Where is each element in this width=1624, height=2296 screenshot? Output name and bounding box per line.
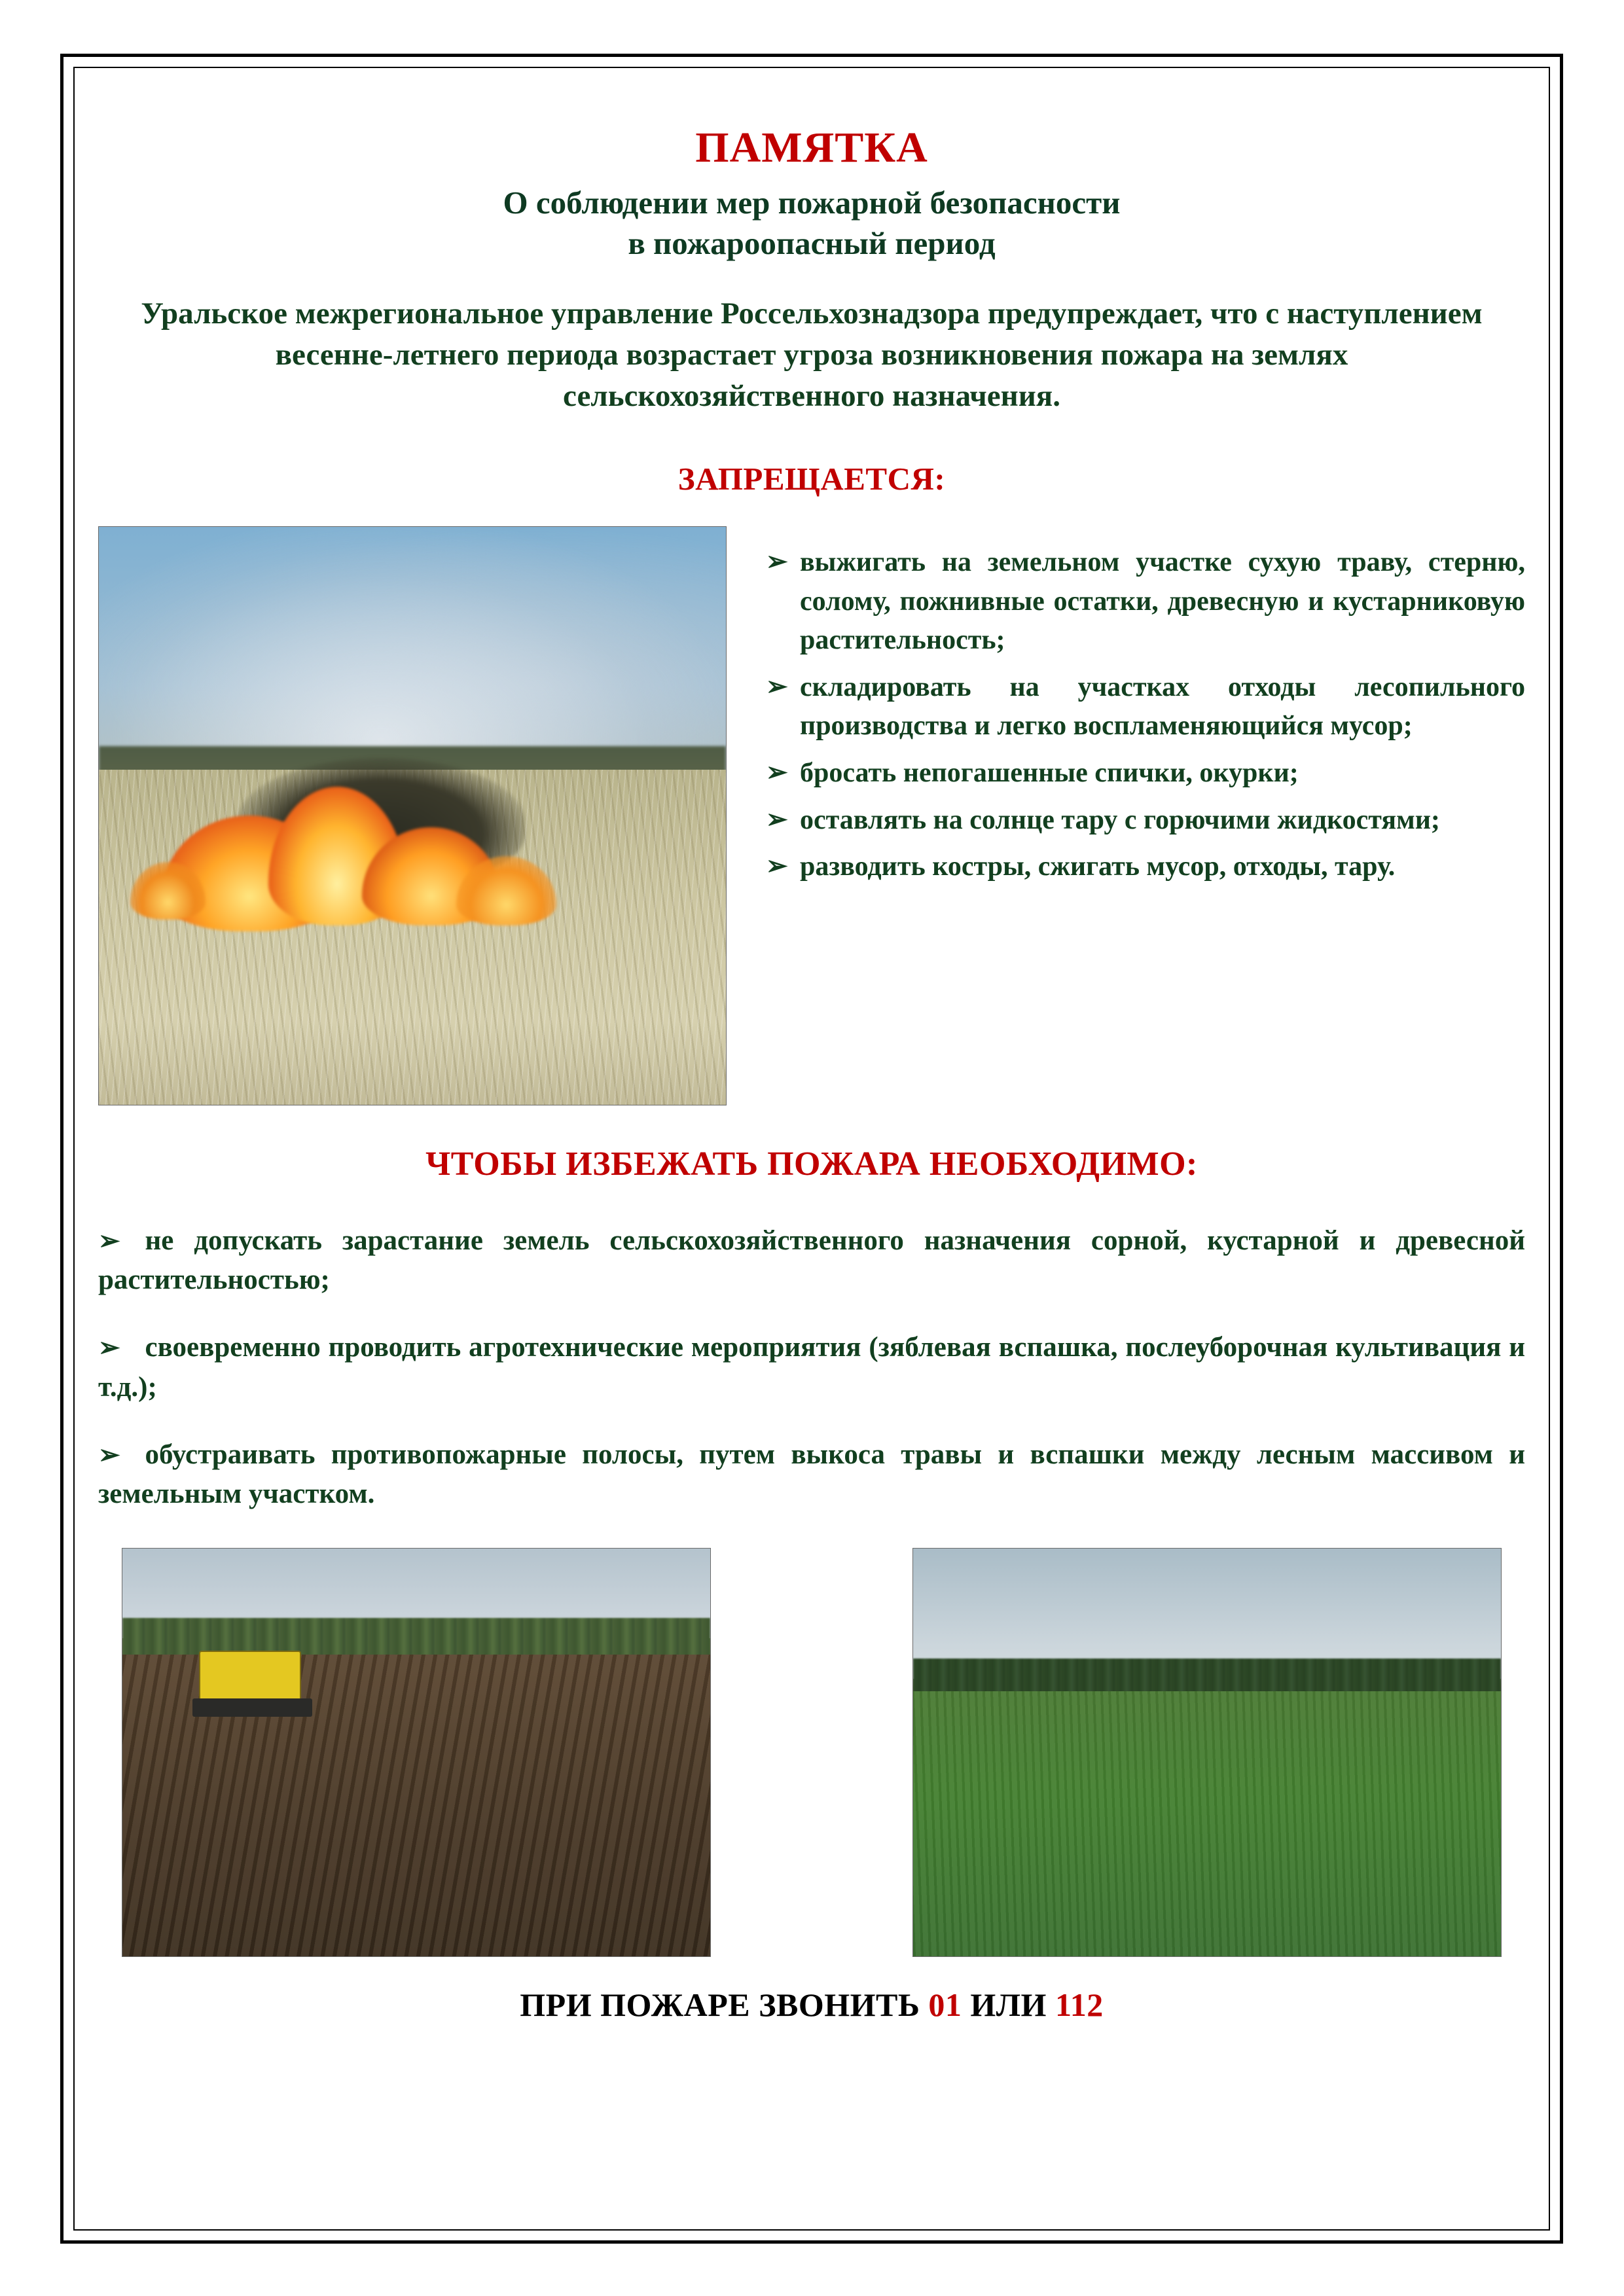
list-item <box>98 1221 1525 1300</box>
arrow-bullet-icon: ➢ <box>766 671 788 701</box>
list-item <box>766 668 1525 746</box>
tractor-icon <box>199 1651 302 1706</box>
arrow-bullet-icon: ➢ <box>766 757 788 787</box>
intro-paragraph: Уральское межрегиональное управление Россельхознадзора предупреждает, что с наступлением весенне-летнего периода возрастает угроза возникновения пожара на землях сельскохозяйственного назначения. <box>141 296 1483 413</box>
list-item-text: выжигать на земельном участке сухую траву, стерню, солому, пожнивные остатки, древесную и кустарниковую растительность; <box>800 547 1525 656</box>
page-subtitle-line-2: в пожароопасный период <box>628 225 996 262</box>
list-item <box>98 1435 1525 1514</box>
list-item <box>766 754 1525 793</box>
arrow-bullet-icon: ➢ <box>98 1225 120 1255</box>
bottom-photo-row <box>98 1548 1525 1957</box>
document-content <box>98 92 1525 2206</box>
page-subtitle <box>255 183 1368 264</box>
measures-section-heading: ЧТОБЫ ИЗБЕЖАТЬ ПОЖАРА НЕОБХОДИМО: <box>425 1145 1198 1183</box>
measures-list <box>98 1221 1525 1514</box>
forbidden-section-heading: ЗАПРЕЩАЕТСЯ: <box>677 460 946 497</box>
list-item <box>98 1328 1525 1407</box>
green-field-photo <box>912 1548 1502 1957</box>
footer-prefix: ПРИ ПОЖАРЕ ЗВОНИТЬ <box>520 1986 929 2024</box>
burning-grass-photo <box>98 526 727 1105</box>
list-item-text: своевременно проводить агротехнические мероприятия (зяблевая вспашка, послеуборочная культивация и т.д.); <box>98 1332 1525 1403</box>
arrow-bullet-icon: ➢ <box>766 804 788 834</box>
arrow-bullet-icon: ➢ <box>766 546 788 576</box>
arrow-bullet-icon: ➢ <box>98 1333 120 1363</box>
emergency-number-112: 112 <box>1055 1986 1104 2024</box>
list-item-text: обустраивать противопожарные полосы, путем выкоса травы и вспашки между лесным массивом и земельным участком. <box>98 1439 1525 1509</box>
list-item-text: складировать на участках отходы лесопильного производства и легко воспламеняющийся мусор; <box>800 672 1525 742</box>
footer-middle: ИЛИ <box>962 1986 1055 2024</box>
tractor-plowing-photo <box>122 1548 711 1957</box>
page-subtitle-line-1: О соблюдении мер пожарной безопасности <box>503 184 1121 221</box>
emergency-number-01: 01 <box>928 1986 962 2024</box>
list-item-text: разводить костры, сжигать мусор, отходы, тару. <box>800 852 1396 882</box>
list-item <box>766 543 1525 660</box>
list-item-text: не допускать зарастание земель сельскохозяйственного назначения сорной, кустарной и древесной растительностью; <box>98 1225 1525 1296</box>
list-item-text: бросать непогашенные спички, окурки; <box>800 758 1299 789</box>
emergency-call-footer <box>98 1986 1525 2024</box>
list-item-text: оставлять на солнце тару с горючими жидкостями; <box>800 804 1440 835</box>
list-item <box>766 801 1525 840</box>
forbidden-section <box>98 526 1525 1105</box>
crop-field-layer <box>913 1691 1501 1956</box>
forbidden-list <box>727 526 1525 895</box>
page-title: ПАМЯТКА <box>695 124 928 171</box>
forest-layer <box>913 1659 1501 1695</box>
arrow-bullet-icon: ➢ <box>766 851 788 881</box>
list-item <box>766 848 1525 887</box>
arrow-bullet-icon: ➢ <box>98 1439 120 1469</box>
